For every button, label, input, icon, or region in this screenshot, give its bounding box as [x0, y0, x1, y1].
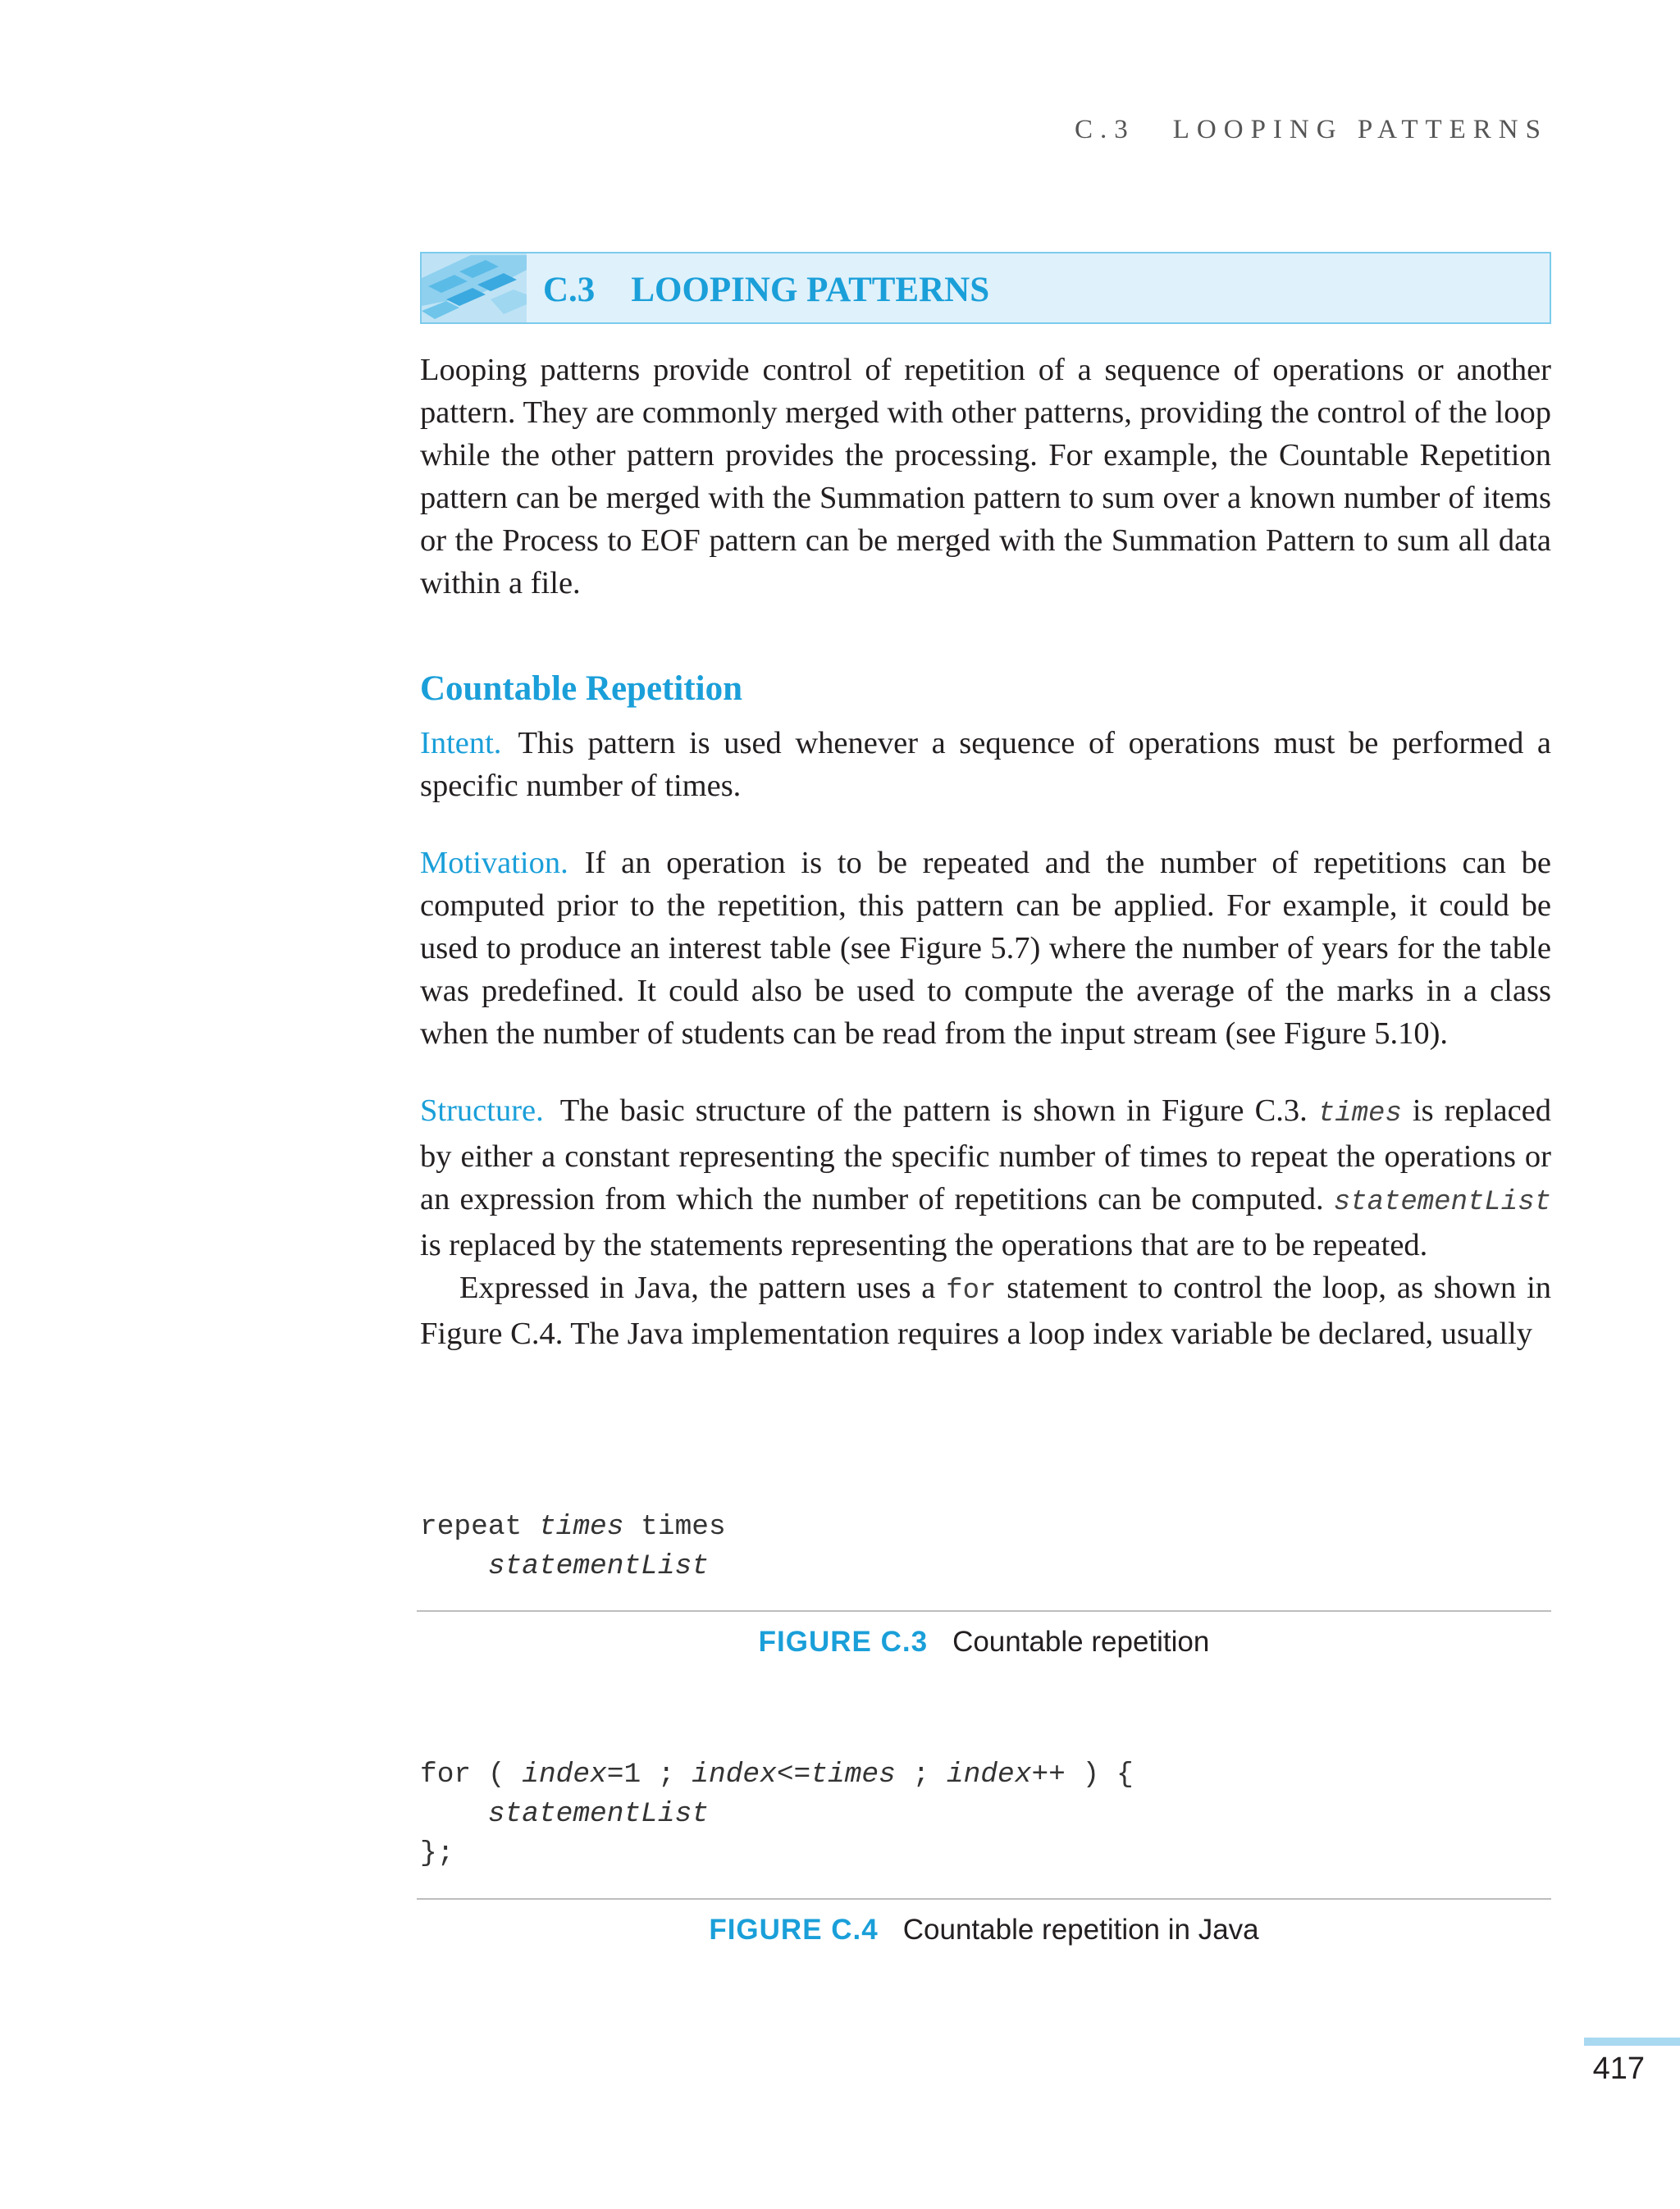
figure-c4-caption [417, 1914, 1551, 1947]
code-token: ++ ) { [1031, 1759, 1134, 1791]
figure-c3-caption [417, 1626, 1551, 1659]
subsection-heading: Countable Repetition [420, 669, 742, 708]
figure-c4-caption-text: Countable repetition in Java [902, 1914, 1259, 1946]
figure-c3-code [420, 1508, 726, 1586]
code-token: =1 ; [606, 1759, 692, 1791]
intro-paragraph-block [420, 349, 1551, 605]
intent-label: Intent. [420, 726, 502, 760]
section-banner [420, 252, 1551, 324]
section-heading [543, 270, 989, 310]
section-heading-number: C.3 [543, 271, 596, 309]
expressed-paragraph [420, 1267, 1551, 1355]
motivation-block [420, 842, 1551, 1055]
structure-block [420, 1089, 1551, 1355]
code-line [420, 1795, 1134, 1834]
structure-code-statementlist: statementList [1333, 1187, 1552, 1218]
code-keyword: repeat [420, 1511, 539, 1543]
figure-c3-caption-text: Countable repetition [952, 1626, 1210, 1658]
figure-c3-rule [417, 1610, 1551, 1612]
code-var-index: index [692, 1759, 777, 1791]
running-header-section: C.3 [1074, 115, 1135, 144]
intro-paragraph: Looping patterns provide control of repetition of a sequence of operations or another pattern. They are commonly merged with other patterns, providing the control of the loop while the other pattern provides the processing. For example, the Countable Repetition pattern can be merged with the Summation pattern to sum over a known number of items or the Process to EOF pattern can be merged with the Summation Pattern to sum all data within a file. [420, 353, 1551, 600]
structure-paragraph [420, 1089, 1551, 1267]
page-number-bar [1584, 2038, 1680, 2046]
code-line: }; [420, 1837, 454, 1869]
intent-block [420, 722, 1551, 807]
structure-text-c: is replaced by the statements representing the operations that are to be repeated. [420, 1228, 1428, 1262]
figure-c4-rule [417, 1898, 1551, 1900]
structure-text-b: is replaced by either a constant representing the specific number of times to repeat the operations or an expression from which the number of repetitions can be computed. [420, 1093, 1552, 1216]
intent-text: This pattern is used whenever a sequence of operations must be performed a specific number of times. [420, 726, 1551, 803]
running-header-title: LOOPING PATTERNS [1172, 115, 1548, 144]
code-line [420, 1547, 726, 1586]
code-var-times: times [538, 1511, 624, 1543]
code-var-statementlist: statementList [487, 1550, 709, 1582]
expressed-text-a: Expressed in Java, the pattern uses a [459, 1271, 936, 1305]
keyboard-illustration-icon [422, 253, 527, 322]
code-token: for ( [420, 1759, 523, 1791]
motivation-paragraph [420, 842, 1551, 1055]
motivation-text: If an operation is to be repeated and the number of repetitions can be computed prior to the repetition, this pattern can be applied. For example, it could be used to produce an interest table (see Figure 5.7) where the number of years for the table was predefined. It could also be used to compute the average of the marks in a class when the number of students can be read from the input stream (see Figure 5.10). [420, 846, 1551, 1051]
code-line [420, 1755, 1134, 1795]
page-number: 417 [1592, 2052, 1645, 2086]
figure-c4-code [420, 1755, 1134, 1874]
code-var-index: index [946, 1759, 1032, 1791]
code-indent [420, 1798, 488, 1830]
figure-c3-label: FIGURE C.3 [758, 1626, 929, 1658]
code-token: ; [895, 1759, 947, 1791]
structure-text-a: The basic structure of the pattern is shown in Figure C.3. [559, 1093, 1308, 1128]
code-var-times: times [810, 1759, 896, 1791]
intent-paragraph [420, 722, 1551, 807]
code-indent [420, 1550, 488, 1582]
structure-code-times: times [1317, 1098, 1402, 1130]
motivation-label: Motivation. [420, 846, 568, 880]
structure-label: Structure. [420, 1093, 544, 1128]
section-heading-title: LOOPING PATTERNS [631, 271, 990, 309]
expressed-code-for: for [946, 1276, 997, 1307]
figure-c4-label: FIGURE C.4 [709, 1914, 879, 1946]
code-line [420, 1508, 726, 1547]
running-header [1075, 115, 1548, 145]
code-var-statementlist: statementList [487, 1798, 709, 1830]
expressed-text-b: statement to control the loop, as shown in Figure C.4. The Java implementation requires a loop index variable be declared, usually [420, 1271, 1552, 1351]
code-keyword-times: times [623, 1511, 726, 1543]
code-var-index: index [522, 1759, 607, 1791]
code-token: <= [776, 1759, 811, 1791]
